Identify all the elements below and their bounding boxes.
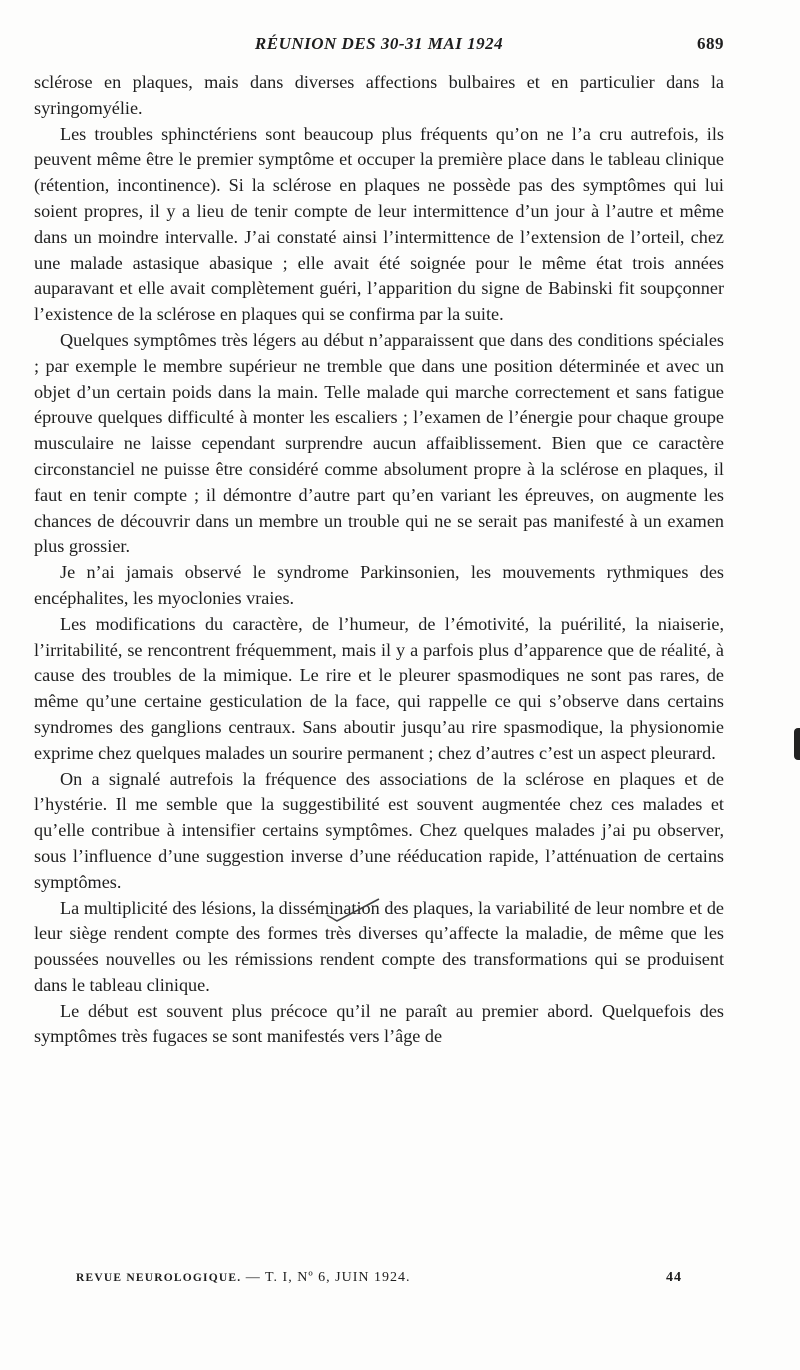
page-number: 689 — [697, 34, 724, 53]
paragraph: Les modifications du caractère, de l’humeur, de l’émotivité, la puérilité, la niaiserie, l’irritabilité, se rencontrent fréquemment, mais il y a parfois plus d’apparence que de réalité, à cause des troubles de la mimique. Le rire et le pleurer spasmodiques ne sont pas rares, de même qu’une certaine gesticulation de la face, qui rappelle ce qui s’observe dans certains syndromes des ganglions centraux. Sans aboutir jusqu’au rire spasmodique, la physionomie exprime chez quelques malades un sourire permanent ; chez d’autres c’est un aspect pleurard. — [34, 613, 724, 763]
running-title: RÉUNION DES 30-31 MAI 1924 — [254, 34, 504, 53]
paragraph: Les troubles sphinctériens sont beaucoup plus fréquents qu’on ne l’a cru autrefois, ils peuvent même être le premier symptôme et occuper la première place dans le tableau clinique (rétention, incontinence). Si la sclérose en plaques ne possède pas des symptômes qui lui soient propres, il y a lieu de tenir compte de leur intermittence d’un jour à l’autre et même dans un moindre intervalle. J’ai constaté ainsi l’intermittence de l’extension de l’orteil, chez une malade astasique abasique ; elle avait été soignée pour le même état trois années auparavant et elle avait complètement guéri, l’apparition du signe de Babinski fit soupçonner l’existence de la sclérose en plaques qui se confirma par la suite. — [34, 123, 724, 325]
paragraph: Je n’ai jamais observé le syndrome Parkinsonien, les mouvements rythmiques des encéphalites, les myoclonies vraies. — [34, 562, 724, 608]
handwritten-check-mark — [325, 897, 381, 923]
journal-volume: — T. I, Nº 6, JUIN 1924. — [245, 1270, 411, 1285]
paragraph: La multiplicité des lésions, la dissémination des plaques, la variabilité de leur nombre et de leur siège rendent compte des formes très diverses qu’affecte la maladie, de même que les poussées nouvelles ou les rémissions rendent compte des transformations qui se produisent dans le tableau clinique. — [34, 897, 724, 995]
page-footer — [76, 1270, 682, 1292]
running-head — [34, 34, 724, 58]
paragraph: Le début est souvent plus précoce qu’il ne paraît au premier abord. Quelquefois des symptômes très fugaces se sont manifestés vers l’âge de — [34, 1000, 724, 1047]
journal-reference — [76, 1270, 411, 1286]
paragraph: Quelques symptômes très légers au début n’apparaissent que dans des conditions spéciales ; par exemple le membre supérieur ne tremble que dans une position déterminée et avec un objet d’un certain poids dans la main. Telle malade qui marche correctement et sans fatigue éprouve quelques difficulté à monter les escaliers ; l’examen de l’énergie pour chaque groupe musculaire ne laisse cependant surprendre aucun affaiblissement. Bien que ce caractère circonstanciel ne puisse être considéré comme absolument propre à la sclérose en plaques, il faut en tenir compte ; il démontre d’autre part qu’en variant les épreuves, on augmente les chances de découvrir dans un membre un trouble qui ne se serait pas manifesté à un examen plus grossier. — [34, 329, 724, 557]
journal-name: REVUE NEUROLOGIQUE. — [76, 1272, 242, 1284]
page-edge-mark — [794, 728, 800, 760]
paragraph: sclérose en plaques, mais dans diverses affections bulbaires et en particulier dans la syringomyélie. — [34, 72, 724, 118]
signature-mark: 44 — [666, 1270, 682, 1285]
paragraph: On a signalé autrefois la fréquence des associations de la sclérose en plaques et de l’hystérie. Il me semble que la suggestibilité est souvent augmentée chez ces malades et qu’elle contribue à intensifier certains symptômes. Chez quelques malades j’ai pu observer, sous l’influence d’une suggestion inverse d’une rééducation rapide, l’atténuation de certains symptômes. — [34, 768, 724, 892]
